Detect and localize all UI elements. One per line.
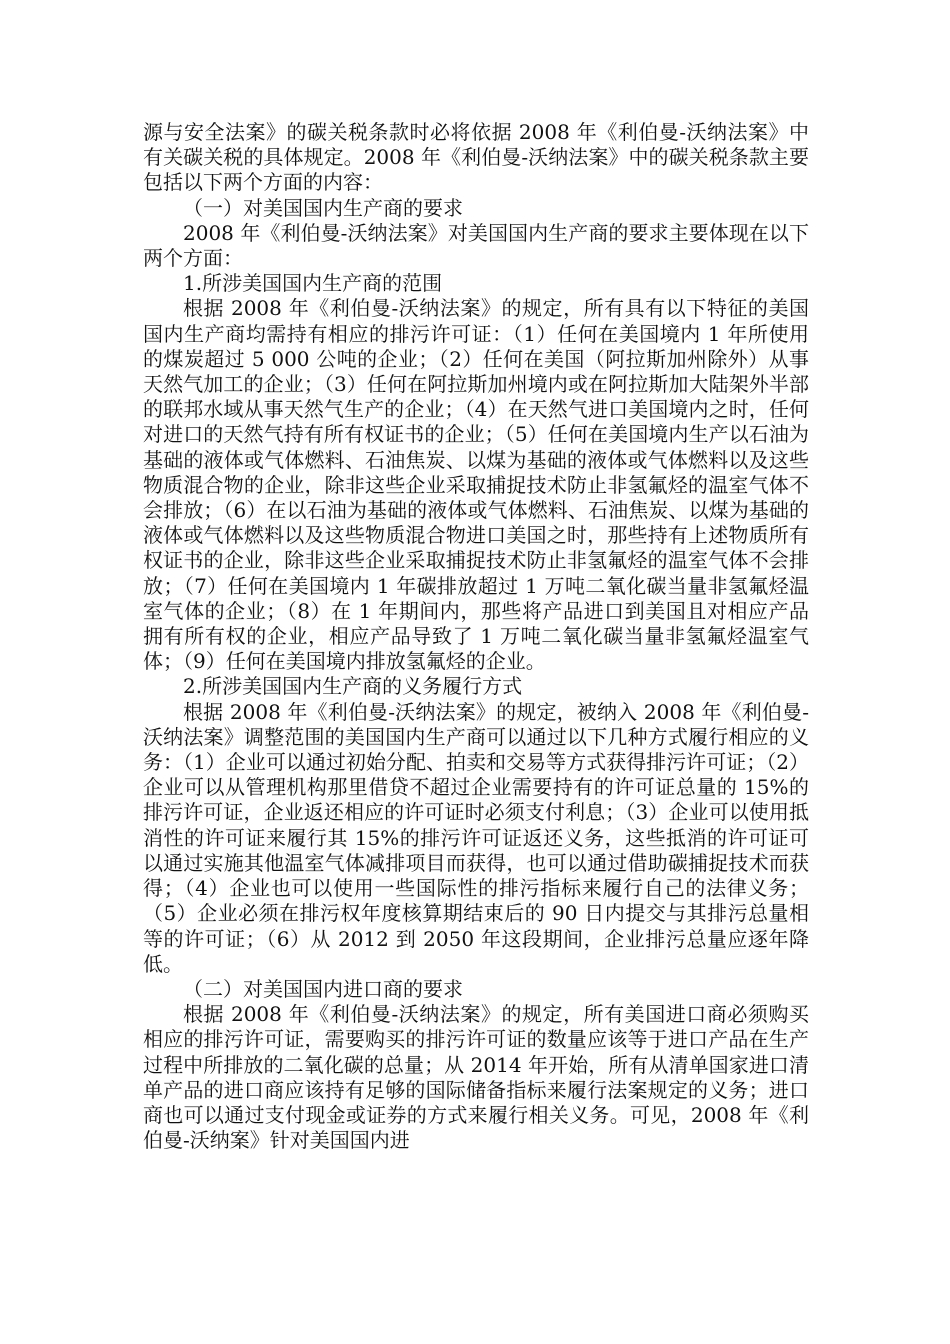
document-body xyxy=(143,120,809,1153)
subheading-producer-scope: 1.所涉美国国内生产商的范围 xyxy=(183,271,443,296)
paragraph-importer-requirements: 根据 2008 年《利伯曼-沃纳法案》的规定，所有美国进口商必须购买相应的排污许可证，需要购买的排污许可证的数量应该等于进口产品在生产过程中所排放的二氧化碳的总量；从 2014 年开始，所有从清单国家进口清单产品的进口商应该持有足够的国际储备指标来履行法案规定的义务；进口商也可以通过支付现金或证券的方式来履行相关义务。可见，2008 年《利伯曼-沃纳案》针对美国国内进 xyxy=(143,1002,809,1153)
paragraph-producer-requirements-intro: 2008 年《利伯曼-沃纳法案》对美国国内生产商的要求主要体现在以下两个方面： xyxy=(143,220,809,271)
subheading-producer-obligations: 2.所涉美国国内生产商的义务履行方式 xyxy=(183,674,523,699)
section-heading-domestic-importers: （二）对美国国内进口商的要求 xyxy=(183,976,463,1001)
paragraph-continuation: 源与安全法案》的碳关税条款时必将依据 2008 年《利伯曼-沃纳法案》中有关碳关税的具体规定。2008 年《利伯曼-沃纳法案》中的碳关税条款主要包括以下两个方面的内容： xyxy=(143,120,809,195)
paragraph-producer-scope: 根据 2008 年《利伯曼-沃纳法案》的规定，所有具有以下特征的美国国内生产商均需持有相应的排污许可证：（1）任何在美国境内 1 年所使用的煤炭超过 5 000 公吨的企业；（2）任何在美国（阿拉斯加州除外）从事天然气加工的企业；（3）任何在阿拉斯加州境内或在阿拉斯加大陆架外半部的联邦水域从事天然气生产的企业；（4）在天然气进口美国境内之时，任何对进口的天然气持有所有权证书的企业；（5）任何在美国境内生产以石油为基础的液体或气体燃料、石油焦炭、以煤为基础的液体或气体燃料以及这些物质混合物的企业，除非这些企业采取捕捉技术防止非氢氟烃的温室气体不会排放；（6）在以石油为基础的液体或气体燃料、石油焦炭、以煤为基础的液体或气体燃料以及这些物质混合物进口美国之时，那些持有上述物质所有权证书的企业，除非这些企业采取捕捉技术防止非氢氟烃的温室气体不会排放；（7）任何在美国境内 1 年碳排放超过 1 万吨二氧化碳当量非氢氟烃温室气体的企业；（8）在 1 年期间内，那些将产品进口到美国且对相应产品拥有所有权的企业，相应产品导致了 1 万吨二氧化碳当量非氢氟烃温室气体；（9）任何在美国境内排放氢氟烃的企业。 xyxy=(143,296,809,674)
section-heading-domestic-producers: （一）对美国国内生产商的要求 xyxy=(183,195,463,220)
paragraph-producer-obligations: 根据 2008 年《利伯曼-沃纳法案》的规定，被纳入 2008 年《利伯曼-沃纳法案》调整范围的美国国内生产商可以通过以下几种方式履行相应的义务：（1）企业可以通过初始分配、拍卖和交易等方式获得排污许可证；（2）企业可以从管理机构那里借贷不超过企业需要持有的许可证总量的 15%的排污许可证，企业返还相应的许可证时必须支付利息；（3）企业可以使用抵消性的许可证来履行其 15%的排污许可证返还义务，这些抵消的许可证可以通过实施其他温室气体减排项目而获得，也可以通过借助碳捕捉技术而获得；（4）企业也可以使用一些国际性的排污指标来履行自己的法律义务；（5）企业必须在排污权年度核算期结束后的 90 日内提交与其排污总量相等的许可证；（6）从 2012 到 2050 年这段期间，企业排污总量应逐年降低。 xyxy=(143,699,809,976)
